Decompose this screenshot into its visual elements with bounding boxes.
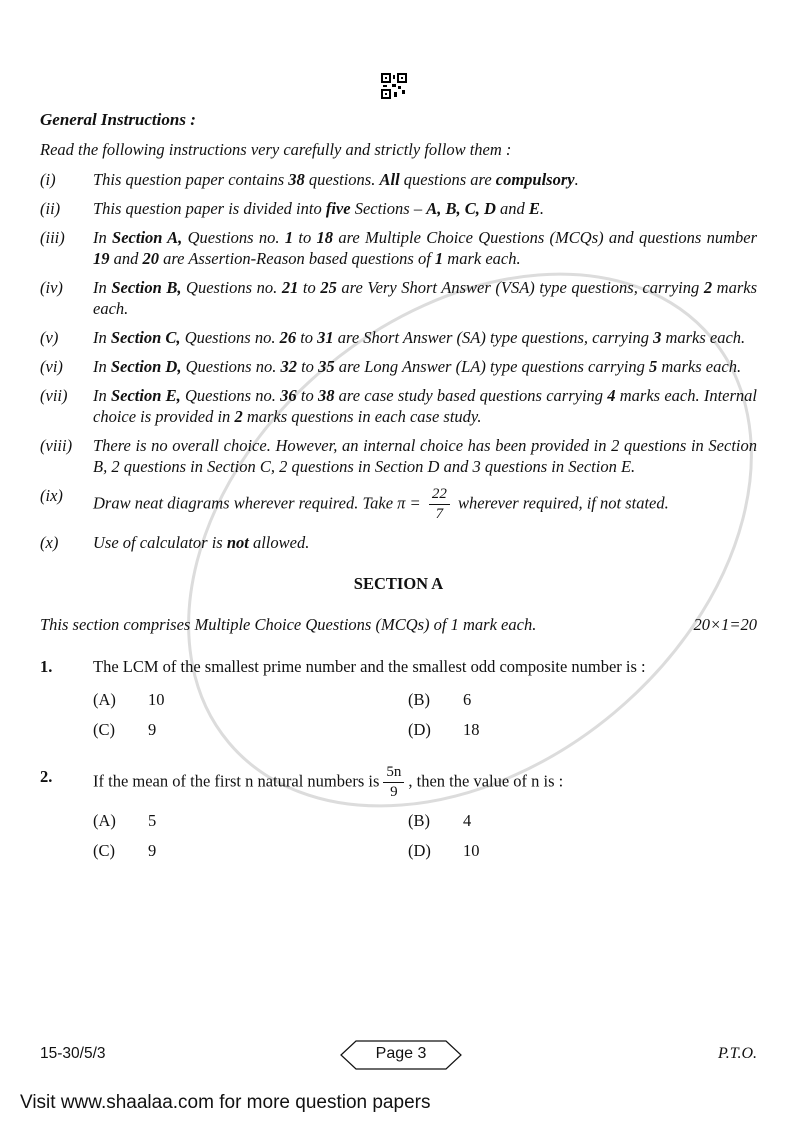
instruction-segment: .	[574, 170, 579, 189]
instruction-emphasis: Section A,	[112, 228, 183, 247]
instruction-emphasis: 26	[279, 328, 297, 347]
instruction-number: (v)	[40, 328, 59, 347]
instruction-emphasis: 32	[280, 357, 297, 376]
visit-link[interactable]: Visit www.shaalaa.com for more question papers	[20, 1092, 431, 1113]
instruction-emphasis: 5	[648, 357, 658, 376]
instruction-number: (x)	[40, 533, 59, 552]
paper-code: 15-30/5/3	[40, 1045, 106, 1062]
instruction-segment: and	[109, 249, 143, 268]
instruction-segment: In	[93, 386, 111, 405]
question	[40, 653, 757, 745]
instruction-segment: mark each.	[443, 249, 521, 268]
fraction-denominator: 7	[435, 506, 444, 522]
instruction-number: (ii)	[40, 199, 61, 218]
section-marks: 20×1=20	[693, 615, 757, 634]
instruction-segment: to	[296, 357, 319, 376]
instruction-segment: marks questions in each case study.	[242, 407, 482, 426]
instruction-emphasis: A, B, C, D	[426, 199, 496, 218]
instruction-emphasis: E	[528, 199, 540, 218]
instruction-segment: are Very Short Answer (VSA) type questions, carrying	[336, 278, 704, 297]
option[interactable]	[408, 685, 723, 715]
instructions-intro: Read the following instructions very carefully and strictly follow them :	[40, 140, 512, 159]
option-value: 18	[463, 720, 480, 739]
option-value: 6	[463, 690, 472, 709]
option[interactable]	[408, 715, 723, 745]
instruction-text	[93, 327, 757, 348]
instruction-emphasis: 20	[142, 249, 159, 268]
instructions-title: General Instructions :	[40, 110, 196, 129]
section-heading: SECTION A	[353, 574, 444, 593]
question-number: 1.	[40, 657, 53, 676]
instruction-segment: Draw neat diagrams wherever required. Take π =	[93, 493, 425, 513]
instruction-emphasis: Section D,	[110, 357, 182, 376]
option-label: (A)	[93, 811, 116, 830]
instruction-segment: In	[93, 278, 112, 297]
instruction-item	[40, 532, 757, 553]
instruction-emphasis: 3	[653, 328, 662, 347]
instruction-segment: In	[93, 328, 111, 347]
question-text-segment: , then the value of n is :	[408, 771, 564, 791]
question	[40, 763, 757, 866]
instruction-emphasis: 2	[703, 278, 713, 297]
instruction-emphasis: 4	[607, 386, 616, 405]
instruction-emphasis: 25	[320, 278, 337, 297]
instruction-segment: to	[298, 278, 321, 297]
option[interactable]	[93, 836, 408, 866]
instruction-item	[40, 277, 757, 319]
option-label: (C)	[93, 841, 115, 860]
instruction-text	[93, 485, 757, 524]
instruction-segment: questions.	[304, 170, 380, 189]
instruction-number: (viii)	[40, 436, 73, 455]
instruction-segment: In	[93, 357, 111, 376]
instruction-emphasis: 35	[318, 357, 335, 376]
instruction-item	[40, 198, 757, 219]
fraction-denominator: 9	[390, 784, 398, 800]
instruction-segment: Sections –	[350, 199, 427, 218]
instruction-emphasis: 36	[280, 386, 297, 405]
instruction-segment: marks each. Internal choice is provided in	[93, 386, 758, 426]
option-value: 10	[148, 690, 165, 709]
instruction-emphasis: 21	[281, 278, 299, 297]
instruction-segment: Use of calculator is	[93, 533, 227, 552]
instruction-segment: are Multiple Choice Questions (MCQs) and questions number	[333, 228, 758, 247]
instruction-segment: Questions no.	[181, 357, 281, 376]
instruction-emphasis: All	[379, 170, 400, 189]
question-number: 2.	[40, 767, 53, 786]
instruction-text	[93, 198, 757, 219]
options-grid	[93, 806, 757, 866]
instruction-emphasis: Section B,	[111, 278, 182, 297]
instruction-segment: marks each.	[661, 328, 746, 347]
instruction-segment: are case study based questions carrying	[334, 386, 608, 405]
pto-label: P.T.O.	[718, 1045, 757, 1062]
fraction-numerator: 5n	[383, 763, 404, 783]
instruction-text	[93, 356, 757, 377]
option-label: (D)	[408, 841, 431, 860]
instruction-emphasis: 2	[234, 407, 243, 426]
instruction-number: (iv)	[40, 278, 63, 297]
instruction-item	[40, 356, 757, 377]
questions-list	[40, 653, 757, 866]
instruction-emphasis: Section E,	[110, 386, 181, 405]
instruction-number: (vii)	[40, 386, 68, 405]
instruction-segment: This question paper is divided into	[93, 199, 326, 218]
option-value: 9	[148, 720, 157, 739]
option-label: (B)	[408, 690, 430, 709]
page-content	[40, 109, 757, 866]
instruction-segment: Questions no.	[181, 278, 282, 297]
instruction-item	[40, 485, 757, 524]
option-label: (D)	[408, 720, 431, 739]
instruction-item	[40, 327, 757, 348]
instruction-emphasis: 38	[317, 386, 335, 405]
instruction-segment: .	[539, 199, 545, 218]
instruction-segment: marks each.	[93, 278, 758, 318]
instruction-text	[93, 169, 757, 190]
instruction-segment: questions are	[399, 170, 496, 189]
instruction-segment: allowed.	[248, 533, 310, 552]
instruction-number: (i)	[40, 170, 56, 189]
instruction-segment: to	[293, 228, 317, 247]
instruction-emphasis: compulsory	[495, 170, 575, 189]
option-label: (B)	[408, 811, 430, 830]
instruction-text	[93, 227, 757, 269]
instruction-segment: to	[296, 386, 318, 405]
fraction	[429, 485, 450, 524]
section-description: This section comprises Multiple Choice Questions (MCQs) of 1 mark each.	[40, 615, 537, 634]
instruction-item	[40, 385, 757, 427]
instruction-segment: There is no overall choice. However, an internal choice has been provided in 2 questions in Section B, 2 questions in Section C, 2 questions in Section D and 3 questions in Section E.	[93, 436, 757, 476]
section-info	[40, 614, 757, 635]
option-label: (C)	[93, 720, 115, 739]
instruction-emphasis: five	[325, 199, 351, 218]
instruction-item	[40, 227, 757, 269]
instruction-segment: Questions no.	[180, 328, 280, 347]
instruction-text	[93, 435, 757, 477]
option[interactable]	[93, 715, 408, 745]
instruction-text	[93, 532, 757, 553]
option-value: 10	[463, 841, 480, 860]
option-label: (A)	[93, 690, 116, 709]
option-value: 5	[148, 811, 157, 830]
instruction-segment: are Long Answer (LA) type questions carrying	[334, 357, 649, 376]
instruction-item	[40, 435, 757, 477]
qr-code-icon	[381, 73, 407, 99]
instruction-segment: wherever required, if not stated.	[453, 493, 669, 513]
fraction	[383, 763, 404, 802]
instructions-list	[40, 169, 757, 553]
page-number: Page 3	[375, 1045, 427, 1062]
fraction-numerator: 22	[429, 485, 450, 505]
question-text-segment: The LCM of the smallest prime number and the smallest odd composite number is :	[93, 657, 646, 676]
instruction-text	[93, 385, 757, 427]
instruction-emphasis: Section C,	[110, 328, 181, 347]
page-number-badge	[340, 1039, 462, 1071]
instruction-emphasis: 1	[284, 228, 294, 247]
instruction-segment: This question paper contains	[93, 170, 289, 189]
instruction-emphasis: 31	[317, 328, 334, 347]
instruction-number: (vi)	[40, 357, 63, 376]
instruction-segment: and	[495, 199, 529, 218]
instruction-emphasis: 38	[288, 170, 305, 189]
instruction-segment: In	[93, 228, 113, 247]
question-text	[93, 653, 757, 681]
instruction-number: (iii)	[40, 228, 65, 247]
instruction-emphasis: 19	[93, 249, 110, 268]
option[interactable]	[93, 685, 408, 715]
instruction-emphasis: 1	[434, 249, 444, 268]
instruction-segment: Questions no.	[180, 386, 281, 405]
options-grid	[93, 685, 757, 745]
instruction-item	[40, 169, 757, 190]
option[interactable]	[408, 806, 723, 836]
instruction-segment: are Assertion-Reason based questions of	[159, 249, 435, 268]
option[interactable]	[408, 836, 723, 866]
instruction-emphasis: 18	[316, 228, 334, 247]
option-value: 9	[148, 841, 157, 860]
question-text-segment: If the mean of the first n natural numbers is	[93, 771, 380, 791]
instruction-segment: Questions no.	[182, 228, 285, 247]
option[interactable]	[93, 806, 408, 836]
instruction-text	[93, 277, 757, 319]
instruction-emphasis: not	[226, 533, 249, 552]
instruction-number: (ix)	[40, 486, 63, 505]
question-text	[93, 763, 757, 802]
option-value: 4	[463, 811, 472, 830]
instruction-segment: to	[296, 328, 318, 347]
instruction-segment: are Short Answer (SA) type questions, carrying	[333, 328, 654, 347]
instruction-segment: marks each.	[657, 357, 742, 376]
